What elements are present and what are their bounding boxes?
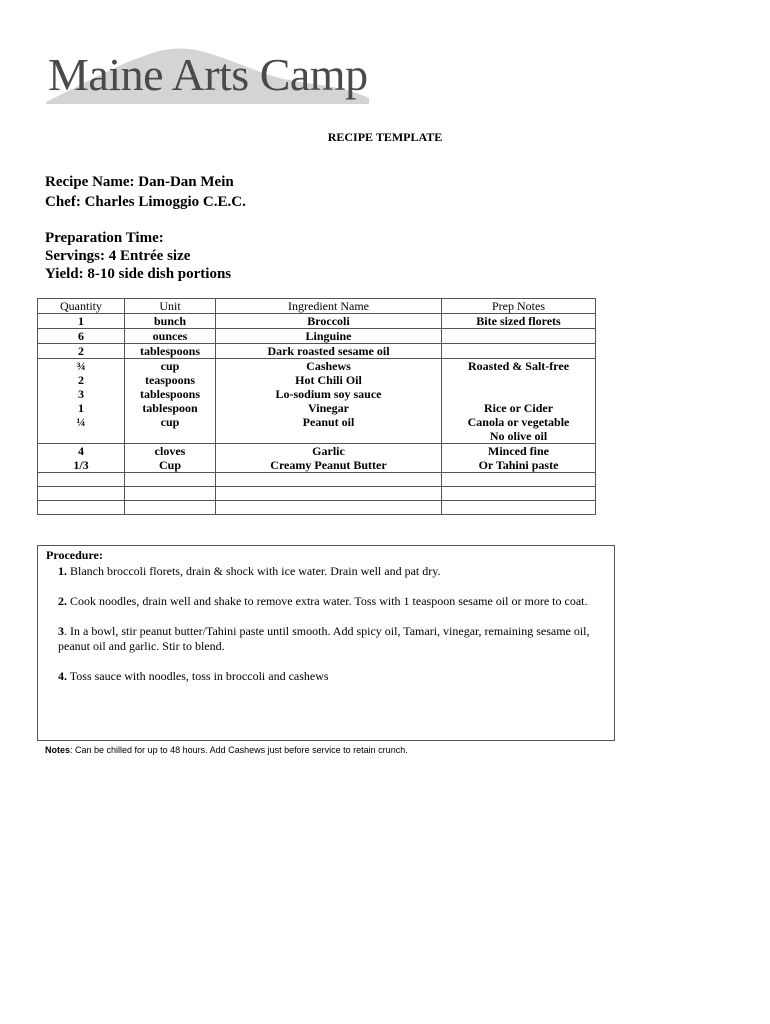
ingredient-cell: Vinegar [216, 401, 442, 415]
prep-note-cell: Minced fine [442, 444, 596, 459]
chef-name: Chef: Charles Limoggio C.E.C. [45, 194, 246, 210]
unit-cell: cloves [125, 444, 216, 459]
prep-note-cell: No olive oil [442, 429, 596, 444]
prep-note-cell [442, 329, 596, 344]
yield: Yield: 8-10 side dish portions [45, 266, 232, 282]
prep-note-cell: Canola or vegetable [442, 415, 596, 429]
step-number: 2. [58, 594, 67, 608]
prep-note-cell [442, 373, 596, 387]
ingredient-cell: Peanut oil [216, 415, 442, 429]
step-text: Cook noodles, drain well and shake to remove extra water. Toss with 1 teaspoon sesame oil or more to coat. [67, 594, 588, 608]
quantity-cell: 2 [38, 344, 125, 359]
notes [45, 745, 408, 755]
ingredient-cell: Broccoli [216, 314, 442, 329]
prep-note-cell: Roasted & Salt-free [442, 359, 596, 374]
step-number: 1. [58, 564, 67, 578]
ingredient-cell: Hot Chili Oil [216, 373, 442, 387]
unit-cell: bunch [125, 314, 216, 329]
procedure-step [58, 669, 606, 684]
notes-label: Notes [45, 745, 71, 755]
step-text: . In a bowl, stir peanut butter/Tahini paste until smooth. Add spicy oil, Tamari, vinegar, remaining sesame oil, peanut oil and garlic. Stir to blend. [58, 624, 590, 653]
step-text: Toss sauce with noodles, toss in broccoli and cashews [67, 669, 329, 683]
quantity-cell: 3 [38, 387, 125, 401]
recipe-name: Recipe Name: Dan-Dan Mein [45, 174, 234, 190]
prep-note-cell [442, 387, 596, 401]
ingredient-cell: Linguine [216, 329, 442, 344]
procedure-step [58, 594, 606, 609]
unit-cell: ounces [125, 329, 216, 344]
logo-text: Maine Arts Camp [48, 49, 368, 100]
header-unit: Unit [125, 299, 216, 314]
document-title: RECIPE TEMPLATE [327, 130, 443, 144]
header-quantity: Quantity [38, 299, 125, 314]
unit-cell: teaspoons [125, 373, 216, 387]
ingredient-cell: Garlic [216, 444, 442, 459]
table-row [38, 458, 596, 473]
table-row-empty [38, 487, 596, 501]
unit-cell: tablespoons [125, 387, 216, 401]
table-row [38, 373, 596, 387]
quantity-cell: 1 [38, 401, 125, 415]
quantity-cell: 6 [38, 329, 125, 344]
unit-cell: cup [125, 415, 216, 429]
prep-note-cell [442, 344, 596, 359]
step-number: 3 [58, 624, 64, 638]
step-number: 4. [58, 669, 67, 683]
table-row [38, 359, 596, 374]
procedure-step [58, 564, 606, 579]
header-ingredient-name: Ingredient Name [216, 299, 442, 314]
table-row [38, 444, 596, 459]
unit-cell: tablespoon [125, 401, 216, 415]
procedure-label: Procedure: [46, 548, 103, 562]
procedure-step [58, 624, 606, 654]
table-row [38, 344, 596, 359]
ingredient-cell: Dark roasted sesame oil [216, 344, 442, 359]
quantity-cell: 4 [38, 444, 125, 459]
prep-note-cell: Or Tahini paste [442, 458, 596, 473]
unit-cell: cup [125, 359, 216, 374]
quantity-cell: 1 [38, 314, 125, 329]
prep-note-cell: Rice or Cider [442, 401, 596, 415]
table-row-empty [38, 501, 596, 515]
quantity-cell: ¾ [38, 359, 125, 374]
table-row-empty [38, 473, 596, 487]
table-row [38, 401, 596, 415]
table-header-row [38, 299, 596, 314]
procedure-box [37, 545, 615, 741]
notes-text: : Can be chilled for up to 48 hours. Add Cashews just before service to retain crunch. [70, 745, 408, 755]
table-row [38, 415, 596, 429]
table-row [38, 387, 596, 401]
step-text: Blanch broccoli florets, drain & shock with ice water. Drain well and pat dry. [67, 564, 441, 578]
ingredients-table [37, 298, 596, 515]
ingredient-cell: Lo-sodium soy sauce [216, 387, 442, 401]
quantity-cell: 1/3 [38, 458, 125, 473]
servings: Servings: 4 Entrée size [45, 248, 191, 264]
prep-note-cell: Bite sized florets [442, 314, 596, 329]
unit-cell: tablespoons [125, 344, 216, 359]
ingredient-cell: Cashews [216, 359, 442, 374]
maine-arts-camp-logo [44, 40, 374, 118]
table-row [38, 314, 596, 329]
header-prep-notes: Prep Notes [442, 299, 596, 314]
table-row [38, 329, 596, 344]
quantity-cell [38, 429, 125, 444]
table-row [38, 429, 596, 444]
ingredient-cell [216, 429, 442, 444]
quantity-cell: 2 [38, 373, 125, 387]
preparation-time: Preparation Time: [45, 230, 164, 246]
unit-cell [125, 429, 216, 444]
quantity-cell: ¼ [38, 415, 125, 429]
ingredient-cell: Creamy Peanut Butter [216, 458, 442, 473]
unit-cell: Cup [125, 458, 216, 473]
